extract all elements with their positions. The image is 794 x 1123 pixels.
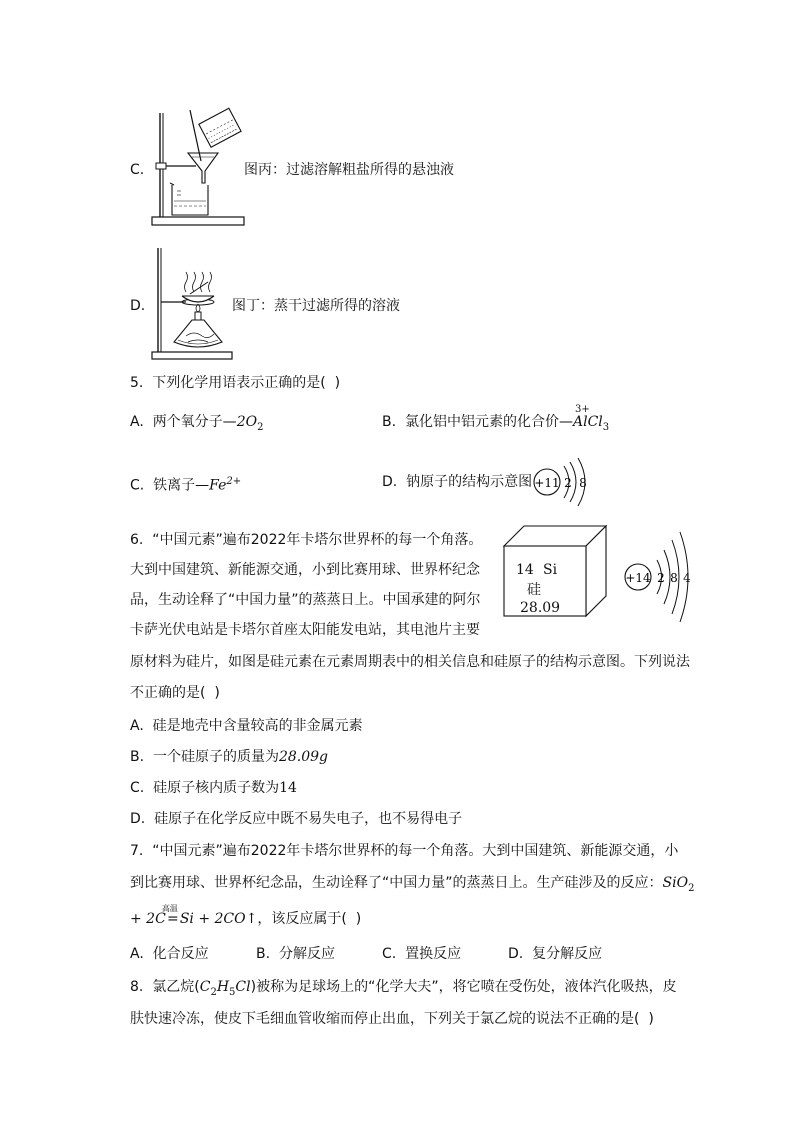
- q5-option-b-sub: 3: [602, 421, 610, 433]
- q5-option-c: [130, 472, 241, 496]
- q8-line-1-start: 8. 氯乙烷(: [130, 979, 200, 995]
- q7-line-2: [130, 873, 694, 899]
- si-symbol: Si: [543, 562, 558, 578]
- q5-option-b-text: 氯化铝中铝元素的化合价—: [404, 414, 573, 430]
- silicon-shell-3: 4: [683, 571, 691, 585]
- q7-option-b: B. 分解反应: [256, 946, 335, 962]
- q5-option-c-formula: Fe: [209, 477, 227, 494]
- q5-option-a: [130, 412, 263, 438]
- q7-option-c: C. 置换反应: [382, 946, 462, 962]
- sodium-shell-1: 2: [564, 476, 572, 490]
- q5-option-b-al: Al: [572, 414, 588, 430]
- q6-option-c-value: 14: [279, 780, 297, 796]
- q5-option-a-sub: 2: [257, 421, 264, 433]
- q5-option-b-charge: 3+: [574, 404, 590, 415]
- si-name: 硅: [527, 582, 541, 598]
- q8-line-1: [130, 977, 677, 1003]
- q7-option-d: D. 复分解反应: [508, 946, 603, 962]
- q6-option-b-value: 28.09g: [278, 749, 329, 765]
- q6-option-d: D. 硅原子在化学反应中既不易失电子，也不易得电子: [130, 811, 463, 827]
- q7-equation-condition: 高温: [161, 904, 178, 913]
- q5-option-d: [382, 472, 532, 492]
- q5-option-c-sup: 2+: [226, 476, 242, 487]
- q7-option-a: A. 化合反应: [130, 946, 209, 962]
- q4-option-d-caption: 图丁：蒸干过滤所得的溶液: [232, 298, 400, 314]
- q6-line-2: 大到中国建筑、新能源交通，小到比赛用球、世界杯纪念: [130, 562, 480, 578]
- si-atomic-mass: 28.09: [520, 600, 561, 616]
- q7-equation-tail: ，该反应属于( ): [257, 911, 362, 927]
- q7-line-2-text: 到比赛用球、世界杯纪念品，生动诠释了“中国力量”的蒸蒸日上。生产硅涉及的反应：: [130, 875, 663, 891]
- q6-line-4: 卡萨光伏电站是卡塔尔首座太阳能发电站，其电池片主要: [130, 622, 480, 638]
- q6-line-1: 6. “中国元素”遍布2022年卡塔尔世界杯的每一个角落。: [130, 532, 483, 548]
- q8-line-2: 肤快速冷冻，使皮下毛细血管收缩而停止出血，下列关于氯乙烷的说法不正确的是( ): [130, 1011, 654, 1027]
- q6-option-c: [130, 778, 297, 798]
- q6-option-b-text: B. 一个硅原子的质量为: [130, 749, 279, 765]
- q5-option-b-label: B.: [382, 414, 397, 430]
- q7-equation-line: [130, 904, 362, 929]
- evaporation-apparatus-figure: [146, 246, 236, 362]
- q8-line-1-end: )被称为足球场上的“化学大夫”，将它喷在受伤处，液体汽化吸热，皮: [250, 979, 677, 995]
- q5-option-a-label: A.: [130, 414, 144, 430]
- q7-equation-right: Si + 2CO↑: [179, 911, 258, 927]
- q7-equation-left: + 2C: [130, 911, 166, 927]
- q5-option-b-cl: Cl: [587, 414, 603, 430]
- silicon-shell-1: 2: [657, 571, 665, 585]
- q8-formula-cl: Cl: [235, 979, 251, 995]
- silicon-shell-2: 8: [670, 571, 678, 585]
- q5-stem: 5. 下列化学用语表示正确的是( ): [130, 375, 341, 391]
- q5-option-c-label: C.: [130, 477, 145, 494]
- q8-formula-c-sub: 2: [210, 986, 217, 998]
- q4-option-d-label: D.: [130, 298, 146, 314]
- q6-line-3: 品，生动诠释了“中国力量”的蒸蒸日上。中国承建的阿尔: [130, 592, 481, 608]
- q5-option-a-text: 两个氧分子—: [152, 414, 237, 430]
- q8-formula-h: H: [216, 979, 230, 995]
- silicon-atom-structure-diagram: [624, 532, 696, 626]
- q6-line-6: 不正确的是( ): [130, 685, 220, 701]
- q6-option-a: A. 硅是地壳中含量较高的非金属元素: [130, 718, 363, 734]
- q5-option-d-text: 钠原子的结构示意图: [406, 474, 533, 490]
- silicon-nucleus-charge: +14: [625, 571, 651, 585]
- q7-line-1: 7. “中国元素”遍布2022年卡塔尔世界杯的每一个角落。大到中国建筑、新能源交通，小: [130, 843, 679, 859]
- q7-reactant-sio2-sub: 2: [688, 882, 695, 894]
- q5-option-a-formula: 2O: [236, 414, 258, 430]
- sodium-atom-structure-diagram: [530, 458, 600, 508]
- q5-option-d-label: D.: [382, 474, 398, 490]
- q4-option-c-label: C.: [130, 162, 145, 178]
- filtration-apparatus-figure: [148, 105, 248, 230]
- sodium-nucleus-charge: +11: [534, 476, 560, 490]
- sodium-shell-2: 8: [579, 476, 587, 490]
- q8-formula-c: C: [199, 979, 211, 995]
- q5-option-b: [382, 404, 610, 438]
- q6-option-b: [130, 747, 328, 767]
- q4-option-c-caption: 图丙：过滤溶解粗盐所得的悬浊液: [244, 162, 454, 178]
- si-atomic-number: 14: [516, 562, 534, 578]
- q8-formula-h-sub: 5: [229, 986, 236, 998]
- q6-line-5: 原材料为硅片，如图是硅元素在元素周期表中的相关信息和硅原子的结构示意图。下列说法: [130, 654, 690, 670]
- q7-reactant-sio2: SiO: [662, 875, 689, 891]
- q7-equals-sign: =: [166, 911, 179, 927]
- q6-option-c-text: C. 硅原子核内质子数为: [130, 780, 280, 796]
- q5-option-c-text: 铁离子—: [153, 477, 210, 494]
